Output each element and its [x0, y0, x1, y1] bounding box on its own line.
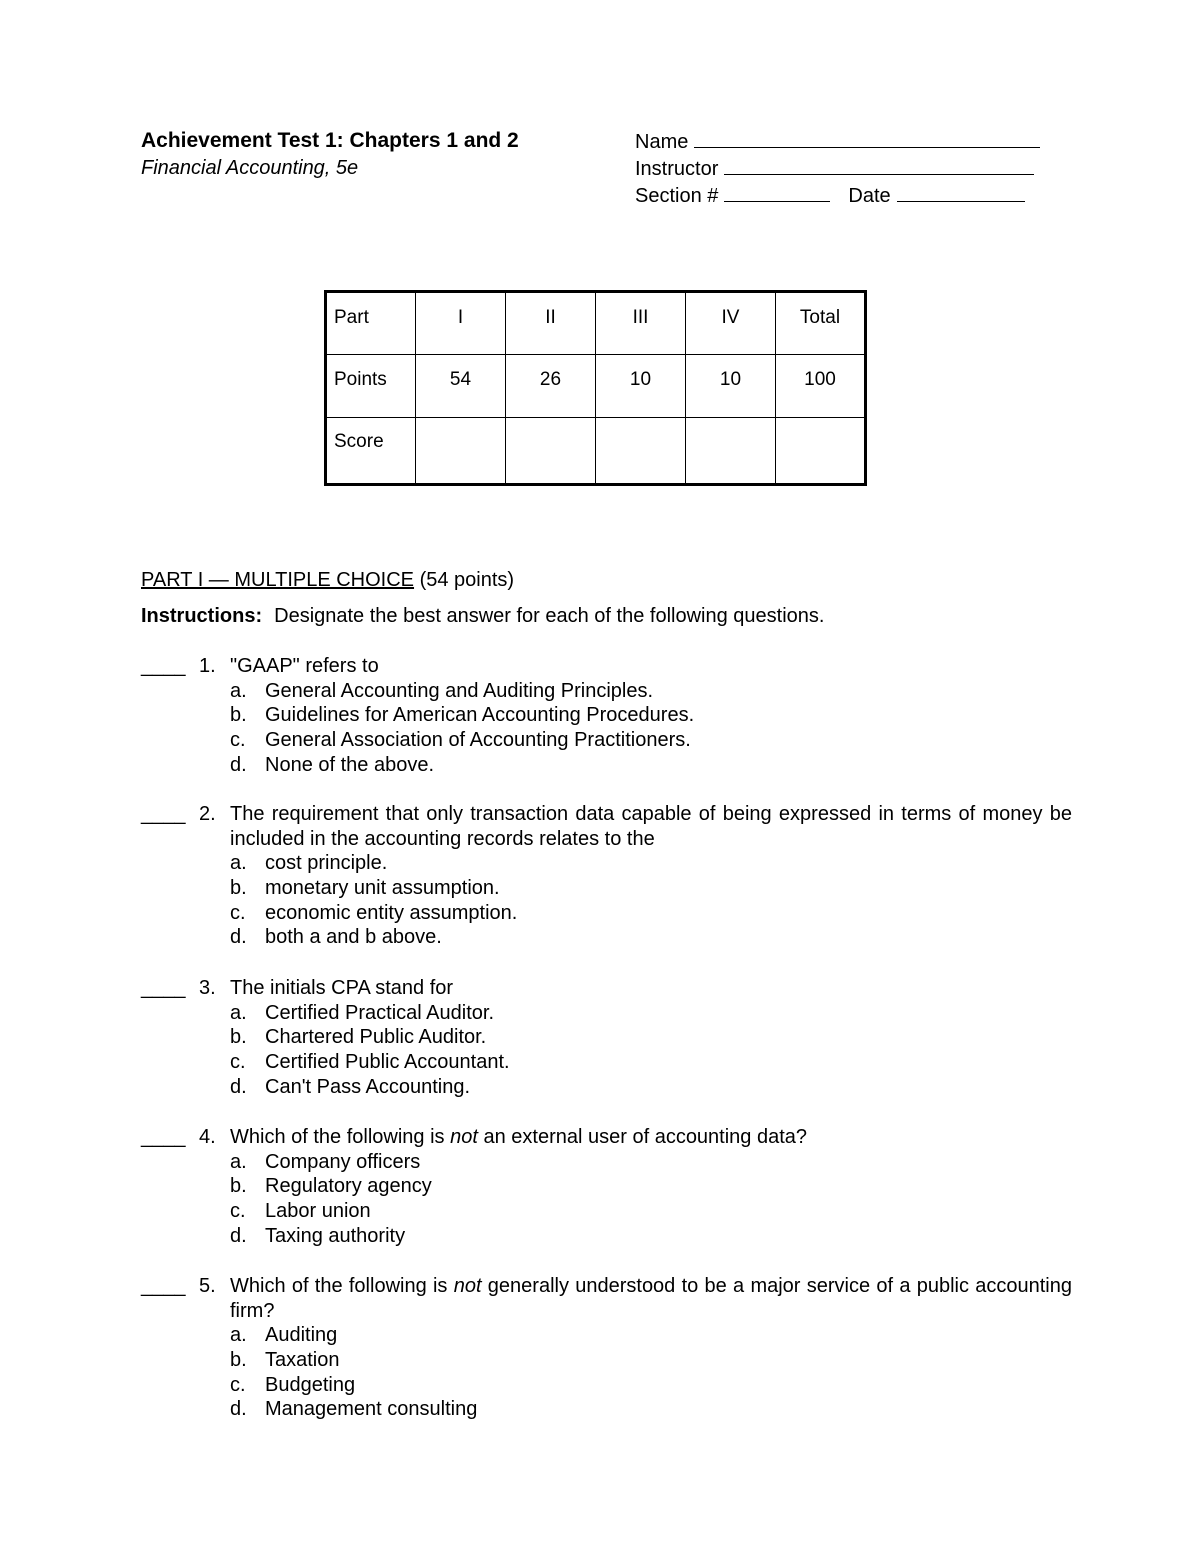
question-number: 2.	[199, 803, 216, 825]
choice-text: Taxing authority	[265, 1224, 406, 1247]
choice-letter: a.	[230, 679, 247, 702]
test-subtitle: Financial Accounting, 5e	[141, 157, 359, 179]
choice-text: Auditing	[265, 1324, 338, 1346]
choice-letter: c.	[230, 1373, 246, 1396]
choice-text: Management consulting	[265, 1398, 478, 1421]
choice-text: General Association of Accounting Practitioners.	[265, 729, 691, 752]
instructor-label: Instructor	[635, 158, 719, 180]
date-label: Date	[848, 185, 891, 207]
choice-letter: a.	[230, 852, 247, 874]
section-blank[interactable]	[724, 183, 830, 202]
name-field	[635, 129, 1040, 154]
section-label: Section #	[635, 185, 719, 207]
choice-text: Labor union	[265, 1200, 371, 1223]
choice-item	[141, 728, 1072, 753]
choice-item	[141, 925, 1072, 950]
choice-letter: c.	[230, 729, 246, 752]
section-date-field	[635, 183, 1025, 208]
choice-letter: a.	[230, 1324, 247, 1346]
table-cell: III	[596, 292, 686, 355]
choice-letter: b.	[230, 1175, 247, 1198]
choice-item	[141, 1174, 1072, 1199]
question-text: Which of the following is not an external user of accounting data?	[230, 1126, 808, 1148]
answer-blank[interactable]: ____	[141, 1126, 186, 1148]
name-label: Name	[635, 131, 689, 153]
question-number: 1.	[199, 655, 216, 677]
instructions	[141, 605, 824, 628]
choice-text: Regulatory agency	[265, 1175, 432, 1198]
choice-letter: c.	[230, 1200, 246, 1223]
instructions-label: Instructions:	[141, 605, 263, 627]
choice-item	[141, 1397, 1072, 1422]
question-stem	[141, 802, 1072, 851]
question	[141, 802, 1072, 950]
choice-letter: c.	[230, 901, 246, 924]
score-cell-part-3[interactable]	[596, 418, 686, 485]
table-cell: Total	[776, 292, 866, 355]
choice-item	[141, 1001, 1072, 1026]
choice-item	[141, 876, 1072, 901]
choice-letter: b.	[230, 1348, 247, 1371]
table-cell: Score	[326, 418, 416, 485]
choice-letter: b.	[230, 704, 247, 727]
table-cell: I	[416, 292, 506, 355]
choice-letter: a.	[230, 1150, 247, 1173]
table-cell: 10	[686, 355, 776, 418]
question-stem	[141, 654, 1072, 679]
choice-item	[141, 1075, 1072, 1100]
table-row-points	[326, 355, 866, 418]
choice-item	[141, 1050, 1072, 1075]
table-cell: Part	[326, 292, 416, 355]
choice-text: Guidelines for American Accounting Procedures.	[265, 704, 695, 727]
table-cell: 100	[776, 355, 866, 418]
question-stem	[141, 1274, 1072, 1323]
choice-item	[141, 1373, 1072, 1398]
question-text: "GAAP" refers to	[230, 655, 379, 677]
question-number: 4.	[199, 1126, 216, 1148]
choice-text: General Accounting and Auditing Principles.	[265, 679, 654, 702]
choice-text: Company officers	[265, 1150, 421, 1173]
choice-item	[141, 1199, 1072, 1224]
test-title: Achievement Test 1: Chapters 1 and 2	[141, 129, 519, 152]
choice-text: Certified Public Accountant.	[265, 1051, 510, 1074]
question-stem	[141, 976, 1072, 1001]
answer-blank[interactable]: ____	[141, 803, 186, 825]
table-row-parts	[326, 292, 866, 355]
choice-text: None of the above.	[265, 753, 435, 776]
question-text: The initials CPA stand for	[230, 977, 454, 999]
choice-text: both a and b above.	[265, 926, 442, 949]
date-blank[interactable]	[897, 183, 1025, 202]
score-cell-total[interactable]	[776, 418, 866, 485]
table-cell: 10	[596, 355, 686, 418]
choice-item	[141, 703, 1072, 728]
choice-letter: d.	[230, 1398, 247, 1421]
choice-letter: c.	[230, 1051, 246, 1074]
choice-letter: b.	[230, 1026, 247, 1049]
instructor-field	[635, 156, 1034, 181]
choice-item	[141, 1025, 1072, 1050]
question-stem	[141, 1125, 1072, 1150]
score-table	[324, 290, 867, 486]
question	[141, 1125, 1072, 1249]
name-blank[interactable]	[694, 129, 1040, 148]
answer-blank[interactable]: ____	[141, 655, 186, 677]
score-cell-part-1[interactable]	[416, 418, 506, 485]
question-number: 5.	[199, 1275, 216, 1297]
question-text: The requirement that only transaction data capable of being expressed in terms of money be included in the accounting records relates to the	[230, 803, 1072, 850]
table-cell: II	[506, 292, 596, 355]
instructor-blank[interactable]	[724, 156, 1034, 175]
part-title: PART I — MULTIPLE CHOICE	[141, 569, 415, 591]
choice-text: cost principle.	[265, 852, 388, 874]
table-cell: 54	[416, 355, 506, 418]
choice-text: Chartered Public Auditor.	[265, 1026, 487, 1049]
question-number: 3.	[199, 977, 216, 999]
instructions-text: Designate the best answer for each of the following questions.	[274, 605, 825, 627]
choice-letter: d.	[230, 753, 247, 776]
choice-item	[141, 1224, 1072, 1249]
score-cell-part-4[interactable]	[686, 418, 776, 485]
score-cell-part-2[interactable]	[506, 418, 596, 485]
choice-letter: a.	[230, 1001, 247, 1024]
choice-item	[141, 679, 1072, 704]
part-points: (54 points)	[419, 569, 515, 591]
question	[141, 1274, 1072, 1422]
choice-item	[141, 851, 1072, 876]
choice-text: Certified Practical Auditor.	[265, 1001, 494, 1024]
table-row-score	[326, 418, 866, 485]
choice-text: monetary unit assumption.	[265, 876, 500, 899]
choice-item	[141, 901, 1072, 926]
choice-text: Budgeting	[265, 1373, 356, 1396]
answer-blank[interactable]: ____	[141, 977, 186, 999]
choice-item	[141, 1323, 1072, 1348]
choice-text: Taxation	[265, 1348, 340, 1371]
question-text: Which of the following is not generally understood to be a major service of a public accounting firm?	[230, 1275, 1072, 1322]
choice-item	[141, 1348, 1072, 1373]
table-cell: 26	[506, 355, 596, 418]
table-cell: Points	[326, 355, 416, 418]
choice-item	[141, 1150, 1072, 1175]
choice-letter: d.	[230, 1075, 247, 1098]
choice-letter: b.	[230, 876, 247, 899]
choice-text: Can't Pass Accounting.	[265, 1075, 471, 1098]
choice-text: economic entity assumption.	[265, 901, 518, 924]
answer-blank[interactable]: ____	[141, 1275, 186, 1297]
choice-letter: d.	[230, 1224, 247, 1247]
choice-letter: d.	[230, 926, 247, 949]
table-cell: IV	[686, 292, 776, 355]
question	[141, 976, 1072, 1100]
choice-item	[141, 753, 1072, 778]
question	[141, 654, 1072, 778]
part-heading	[141, 569, 514, 592]
